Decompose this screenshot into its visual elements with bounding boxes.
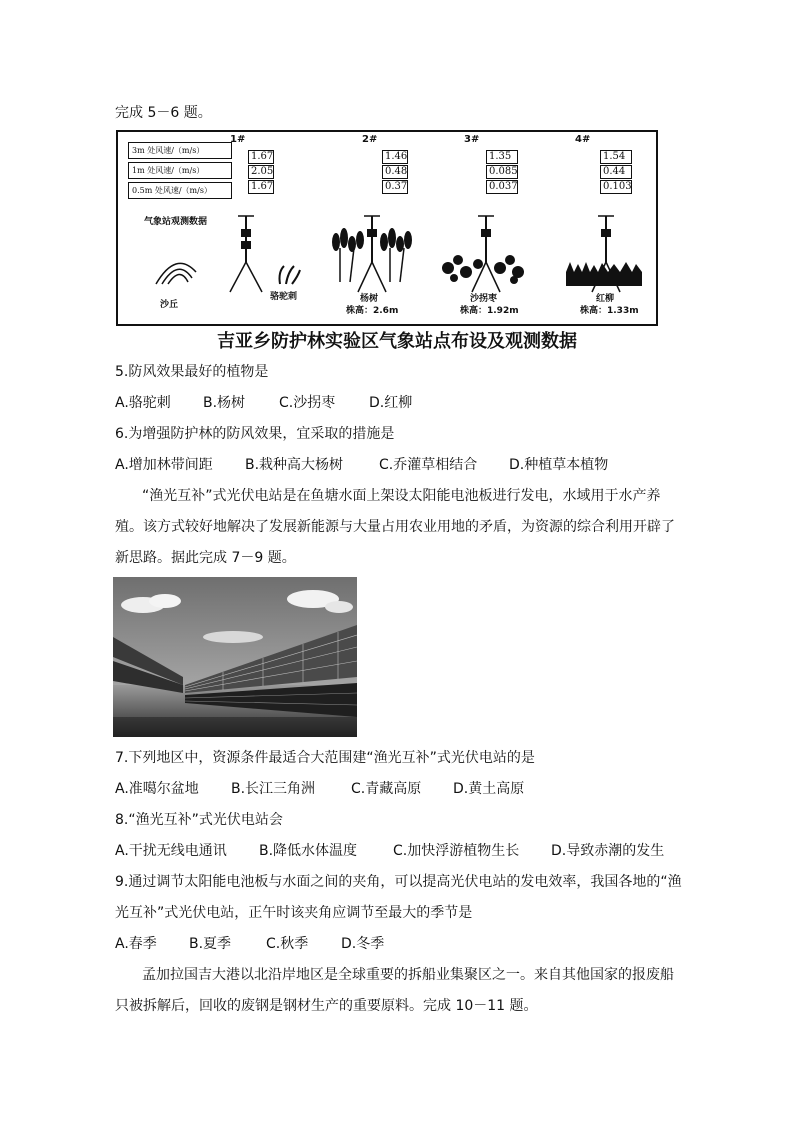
passage3-line1: 孟加拉国吉大港以北沿岸地区是全球重要的拆船业集聚区之一。来自其他国家的报废船: [142, 967, 674, 983]
station-data-label: 气象站观测数据: [144, 217, 208, 227]
q7-option-b: B.长江三角洲: [231, 781, 316, 797]
q7-stem: 7.下列地区中，资源条件最适合大范围建“渔光互补”式光伏电站的是: [115, 750, 535, 766]
q9-line2: 光互补”式光伏电站，正午时该夹角应调节至最大的季节是: [115, 905, 473, 921]
caption-jujube-height: 株高：1.92m: [460, 306, 519, 316]
station-4-label: 4#: [575, 134, 591, 145]
legend-3m: 3m 处风速/（m/s）: [128, 142, 232, 159]
legend-1m: 1m 处风速/（m/s）: [128, 162, 232, 179]
passage3-line2: 只被拆解后，回收的废钢是钢材生产的重要原料。完成 10－11 题。: [115, 998, 538, 1014]
passage2-line1: “渔光互补”式光伏电站是在鱼塘水面上架设太阳能电池板进行发电，水域用于水产养: [142, 488, 661, 504]
station-3-label: 3#: [464, 134, 480, 145]
station-4-value-3m: 1.54: [600, 150, 632, 164]
station-2-value-3m: 1.46: [382, 150, 408, 164]
weather-tower-3-icon: [472, 216, 500, 292]
q5-option-c: C.沙拐枣: [279, 395, 336, 411]
q6-option-b: B.栽种高大杨树: [245, 457, 344, 473]
q9-option-b: B.夏季: [189, 936, 232, 952]
station-2-label: 2#: [362, 134, 378, 145]
q6-option-c: C.乔灌草相结合: [379, 457, 478, 473]
caption-tamarisk-height: 株高：1.33m: [580, 306, 639, 316]
q8-stem: 8.“渔光互补”式光伏电站会: [115, 812, 283, 828]
q8-option-a: A.干扰无线电通讯: [115, 843, 227, 859]
camelthorn-icon: [280, 266, 301, 284]
station-1-value-1m: 2.05: [248, 165, 274, 179]
q5-option-a: A.骆驼刺: [115, 395, 171, 411]
wind-station-figure: [116, 130, 658, 326]
station-4-value-1m: 0.44: [600, 165, 632, 179]
caption-poplar-height: 株高：2.6m: [346, 306, 399, 316]
weather-tower-2-icon: [358, 216, 386, 292]
q8-option-b: B.降低水体温度: [259, 843, 358, 859]
caption-poplar: 杨树: [360, 294, 379, 304]
figure1-title: 吉亚乡防护林实验区气象站点布设及观测数据: [217, 331, 577, 352]
q6-option-a: A.增加林带间距: [115, 457, 213, 473]
passage2-line2: 殖。该方式较好地解决了发展新能源与大量占用农业用地的矛盾，为资源的综合利用开辟了: [115, 519, 675, 535]
q5-option-d: D.红柳: [369, 395, 413, 411]
caption-dune: 沙丘: [160, 300, 179, 310]
legend-05m: 0.5m 处风速/（m/s）: [128, 182, 232, 199]
caption-camelthorn: 骆驼刺: [270, 292, 298, 302]
station-illustrations: [118, 132, 656, 324]
station-1-value-3m: 1.67: [248, 150, 274, 164]
q9-line1: 9.通过调节太阳能电池板与水面之间的夹角，可以提高光伏电站的发电效率，我国各地的“渔: [115, 874, 682, 890]
q7-option-d: D.黄土高原: [453, 781, 525, 797]
q8-option-c: C.加快浮游植物生长: [393, 843, 520, 859]
q9-option-a: A.春季: [115, 936, 157, 952]
solar-panel-photo-image: [113, 577, 357, 737]
station-1-value-05m: 1.67: [248, 180, 274, 194]
q7-option-c: C.青藏高原: [351, 781, 422, 797]
solar-farm-photo: [113, 577, 357, 737]
weather-tower-1-icon: [230, 216, 262, 292]
sand-dune-icon: [156, 263, 196, 284]
station-2-value-1m: 0.48: [382, 165, 408, 179]
station-4-value-05m: 0.103: [600, 180, 632, 194]
station-3-value-05m: 0.037: [486, 180, 518, 194]
q5-option-b: B.杨树: [203, 395, 246, 411]
caption-tamarisk: 红柳: [596, 294, 615, 304]
q6-stem: 6.为增强防护林的防风效果，宜采取的措施是: [115, 426, 395, 442]
caption-jujube: 沙拐枣: [470, 294, 498, 304]
q9-option-c: C.秋季: [266, 936, 309, 952]
station-1-label: 1#: [230, 134, 246, 145]
q7-option-a: A.准噶尔盆地: [115, 781, 199, 797]
station-3-value-3m: 1.35: [486, 150, 518, 164]
station-2-value-05m: 0.37: [382, 180, 408, 194]
q9-option-d: D.冬季: [341, 936, 385, 952]
q8-option-d: D.导致赤潮的发生: [551, 843, 665, 859]
passage2-line3: 新思路。据此完成 7－9 题。: [115, 550, 296, 566]
q5-stem: 5.防风效果最好的植物是: [115, 364, 269, 380]
station-3-value-1m: 0.085: [486, 165, 518, 179]
q6-option-d: D.种植草本植物: [509, 457, 609, 473]
intro-text: 完成 5－6 题。: [115, 105, 212, 121]
